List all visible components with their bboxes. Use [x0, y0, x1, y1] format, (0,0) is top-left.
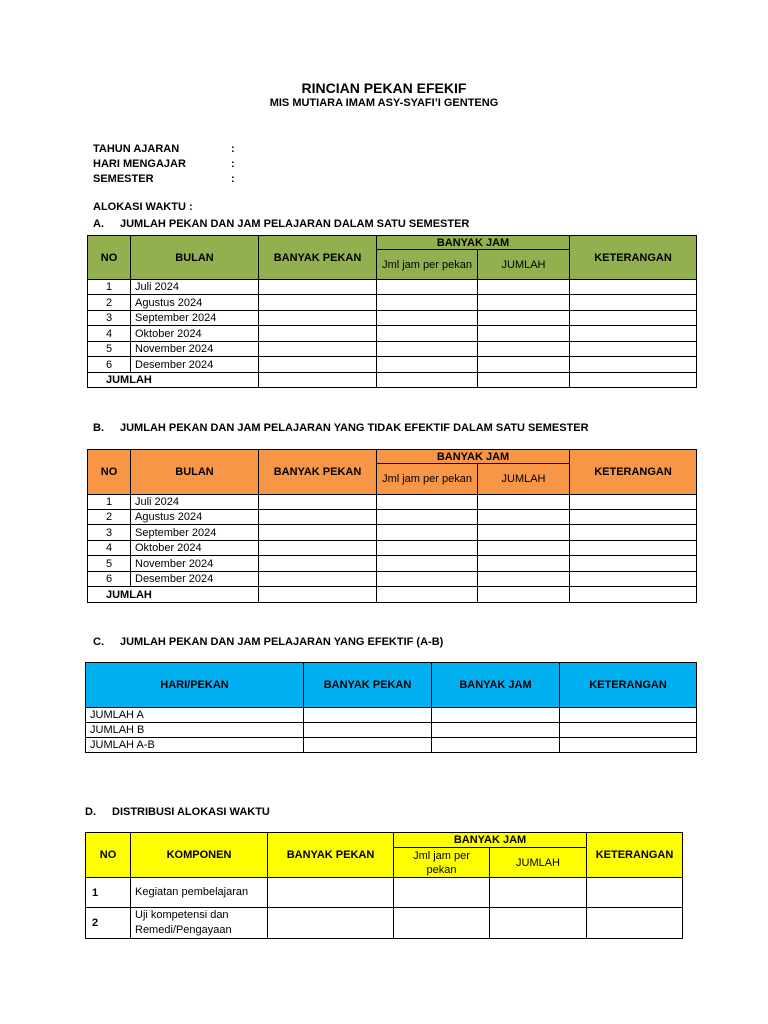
header-keterangan: KETERANGAN	[560, 663, 697, 708]
total-label: JUMLAH	[88, 373, 259, 388]
header-jumlah: JUMLAH	[490, 848, 587, 878]
cell-no: 6	[88, 357, 131, 373]
table-row	[88, 495, 697, 510]
cell-no: 2	[88, 295, 131, 311]
cell-banyak-pekan[interactable]	[304, 738, 432, 753]
table-a	[87, 235, 697, 388]
total-label: JUMLAH	[88, 587, 259, 603]
header-banyak-pekan: BANYAK PEKAN	[304, 663, 432, 708]
cell-jml-jam[interactable]	[377, 295, 478, 311]
header-keterangan: KETERANGAN	[587, 833, 683, 878]
alokasi-waktu-label: ALOKASI WAKTU :	[93, 201, 193, 213]
table-row	[88, 295, 697, 311]
cell-jml-jam[interactable]	[377, 556, 478, 572]
header-keterangan: KETERANGAN	[570, 236, 697, 280]
cell-label: JUMLAH A-B	[86, 738, 304, 753]
cell-banyak-jam[interactable]	[432, 708, 560, 723]
table-row	[86, 738, 697, 753]
section-letter: C.	[93, 636, 104, 648]
table-row	[88, 342, 697, 357]
header-banyak-jam: BANYAK JAM	[377, 236, 570, 250]
info-semester	[93, 173, 235, 185]
cell-keterangan[interactable]	[560, 708, 697, 723]
section-title: JUMLAH PEKAN DAN JAM PELAJARAN YANG EFEKTIF (A-B)	[120, 636, 444, 648]
cell-jml-jam[interactable]	[377, 541, 478, 556]
header-jml-jam-per-pekan: Jml jam per pekan	[377, 464, 478, 495]
header-banyak-jam: BANYAK JAM	[394, 833, 587, 848]
cell-keterangan[interactable]	[570, 357, 697, 373]
cell-keterangan[interactable]	[570, 280, 697, 295]
header-keterangan: KETERANGAN	[570, 450, 697, 495]
cell-banyak-pekan[interactable]	[259, 495, 377, 510]
cell-keterangan[interactable]	[560, 738, 697, 753]
table-row	[86, 708, 697, 723]
cell-bulan: November 2024	[131, 556, 259, 572]
cell-keterangan[interactable]	[570, 342, 697, 357]
cell-bulan: September 2024	[131, 525, 259, 541]
cell-banyak-pekan[interactable]	[259, 572, 377, 587]
header-jml-jam-per-pekan: Jml jam per pekan	[377, 250, 478, 280]
cell-keterangan[interactable]	[587, 908, 683, 939]
cell-banyak-pekan[interactable]	[259, 342, 377, 357]
cell-bulan: Agustus 2024	[131, 295, 259, 311]
section-d-heading	[85, 806, 270, 818]
cell-label: JUMLAH B	[86, 723, 304, 738]
header-jml-jam-per-pekan: Jml jam per pekan	[394, 848, 490, 878]
cell-no: 2	[86, 908, 131, 939]
cell-jml-jam[interactable]	[377, 326, 478, 342]
table-row	[86, 723, 697, 738]
cell-jml-jam[interactable]	[377, 357, 478, 373]
cell-keterangan[interactable]	[570, 587, 697, 603]
table-row	[88, 326, 697, 342]
school-name: MIS MUTIARA IMAM ASY-SYAFI’I GENTENG	[269, 97, 499, 109]
cell-banyak-pekan[interactable]	[259, 295, 377, 311]
cell-banyak-pekan[interactable]	[259, 280, 377, 295]
header-no: NO	[88, 450, 131, 495]
cell-jml-jam[interactable]	[377, 311, 478, 326]
section-a-heading	[93, 218, 469, 230]
cell-jumlah[interactable]	[478, 495, 570, 510]
cell-no: 2	[88, 510, 131, 525]
cell-banyak-pekan[interactable]	[259, 510, 377, 525]
cell-keterangan[interactable]	[587, 878, 683, 908]
cell-banyak-pekan[interactable]	[259, 373, 377, 388]
table-row	[88, 572, 697, 587]
cell-jumlah[interactable]	[478, 525, 570, 541]
cell-jumlah[interactable]	[478, 510, 570, 525]
cell-bulan: September 2024	[131, 311, 259, 326]
cell-jml-jam[interactable]	[394, 878, 490, 908]
total-row	[88, 373, 697, 388]
cell-jml-jam[interactable]	[377, 280, 478, 295]
cell-jml-jam[interactable]	[377, 342, 478, 357]
table-c	[85, 662, 697, 753]
section-title: DISTRIBUSI ALOKASI WAKTU	[112, 806, 270, 818]
cell-banyak-pekan[interactable]	[259, 311, 377, 326]
section-letter: D.	[85, 806, 96, 818]
cell-keterangan[interactable]	[570, 556, 697, 572]
table-row	[88, 541, 697, 556]
header-no: NO	[86, 833, 131, 878]
cell-label: JUMLAH A	[86, 708, 304, 723]
header-banyak-pekan: BANYAK PEKAN	[259, 450, 377, 495]
cell-jumlah[interactable]	[478, 541, 570, 556]
cell-keterangan[interactable]	[570, 541, 697, 556]
section-c-heading	[93, 636, 443, 648]
cell-keterangan[interactable]	[570, 495, 697, 510]
table-row	[86, 908, 683, 939]
cell-keterangan[interactable]	[570, 510, 697, 525]
cell-jml-jam[interactable]	[377, 572, 478, 587]
cell-bulan: Juli 2024	[131, 280, 259, 295]
table-b	[87, 449, 697, 603]
cell-jumlah[interactable]	[478, 556, 570, 572]
header-komponen: KOMPONEN	[131, 833, 268, 878]
table-d	[85, 832, 683, 939]
total-row	[88, 587, 697, 603]
cell-banyak-pekan[interactable]	[268, 908, 394, 939]
header-jumlah: JUMLAH	[478, 250, 570, 280]
cell-no: 1	[86, 878, 131, 908]
cell-komponen: Kegiatan pembelajaran	[131, 878, 268, 908]
cell-banyak-jam[interactable]	[432, 738, 560, 753]
cell-jml-jam[interactable]	[377, 373, 478, 388]
info-hari-mengajar	[93, 158, 235, 170]
header-jumlah: JUMLAH	[478, 464, 570, 495]
cell-banyak-pekan[interactable]	[259, 357, 377, 373]
cell-keterangan[interactable]	[570, 525, 697, 541]
cell-jumlah[interactable]	[478, 357, 570, 373]
info-colon: :	[231, 143, 235, 155]
cell-jumlah[interactable]	[478, 280, 570, 295]
section-letter: B.	[93, 422, 104, 434]
cell-keterangan[interactable]	[570, 572, 697, 587]
table-row	[86, 878, 683, 908]
cell-jumlah[interactable]	[478, 587, 570, 603]
header-no: NO	[88, 236, 131, 280]
cell-jml-jam[interactable]	[377, 525, 478, 541]
cell-jml-jam[interactable]	[377, 587, 478, 603]
cell-no: 3	[88, 525, 131, 541]
cell-bulan: Desember 2024	[131, 572, 259, 587]
cell-jumlah[interactable]	[478, 326, 570, 342]
section-title: JUMLAH PEKAN DAN JAM PELAJARAN DALAM SATU SEMESTER	[120, 218, 470, 230]
header-banyak-jam: BANYAK JAM	[377, 450, 570, 464]
info-colon: :	[231, 158, 235, 170]
cell-jml-jam[interactable]	[377, 495, 478, 510]
info-label: TAHUN AJARAN	[93, 143, 180, 155]
cell-bulan: Desember 2024	[131, 357, 259, 373]
cell-bulan: Oktober 2024	[131, 326, 259, 342]
cell-bulan: Agustus 2024	[131, 510, 259, 525]
cell-banyak-pekan[interactable]	[259, 541, 377, 556]
cell-jumlah[interactable]	[478, 311, 570, 326]
cell-jml-jam[interactable]	[377, 510, 478, 525]
table-row	[88, 556, 697, 572]
cell-no: 4	[88, 326, 131, 342]
cell-banyak-pekan[interactable]	[304, 723, 432, 738]
table-row	[88, 311, 697, 326]
table-row	[88, 280, 697, 295]
info-label: SEMESTER	[93, 173, 154, 185]
cell-jumlah[interactable]	[478, 295, 570, 311]
cell-no: 5	[88, 556, 131, 572]
cell-keterangan[interactable]	[570, 326, 697, 342]
section-b-heading	[93, 422, 589, 434]
cell-no: 6	[88, 572, 131, 587]
cell-no: 4	[88, 541, 131, 556]
cell-banyak-pekan[interactable]	[259, 525, 377, 541]
header-bulan: BULAN	[131, 450, 259, 495]
cell-no: 5	[88, 342, 131, 357]
section-letter: A.	[93, 218, 104, 230]
cell-jumlah[interactable]	[478, 572, 570, 587]
cell-bulan: Oktober 2024	[131, 541, 259, 556]
cell-jumlah[interactable]	[478, 342, 570, 357]
cell-jml-jam[interactable]	[394, 908, 490, 939]
cell-banyak-pekan[interactable]	[259, 587, 377, 603]
cell-keterangan[interactable]	[570, 311, 697, 326]
header-bulan: BULAN	[131, 236, 259, 280]
cell-banyak-pekan[interactable]	[304, 708, 432, 723]
cell-no: 1	[88, 495, 131, 510]
cell-no: 1	[88, 280, 131, 295]
cell-banyak-jam[interactable]	[432, 723, 560, 738]
cell-banyak-pekan[interactable]	[268, 878, 394, 908]
header-banyak-pekan: BANYAK PEKAN	[268, 833, 394, 878]
section-title: JUMLAH PEKAN DAN JAM PELAJARAN YANG TIDAK EFEKTIF DALAM SATU SEMESTER	[120, 422, 589, 434]
cell-jumlah[interactable]	[478, 373, 570, 388]
cell-keterangan[interactable]	[570, 373, 697, 388]
table-row	[88, 525, 697, 541]
info-colon: :	[231, 173, 235, 185]
header-hari-pekan: HARI/PEKAN	[86, 663, 304, 708]
cell-jumlah[interactable]	[490, 908, 587, 939]
info-label: HARI MENGAJAR	[93, 158, 186, 170]
cell-banyak-pekan[interactable]	[259, 556, 377, 572]
cell-keterangan[interactable]	[560, 723, 697, 738]
cell-jumlah[interactable]	[490, 878, 587, 908]
header-banyak-jam: BANYAK JAM	[432, 663, 560, 708]
cell-bulan: Juli 2024	[131, 495, 259, 510]
cell-keterangan[interactable]	[570, 295, 697, 311]
document-title: RINCIAN PEKAN EFEKIF	[301, 80, 467, 96]
table-row	[88, 510, 697, 525]
cell-bulan: November 2024	[131, 342, 259, 357]
table-row	[88, 357, 697, 373]
cell-no: 3	[88, 311, 131, 326]
info-tahun-ajaran	[93, 143, 235, 155]
header-banyak-pekan: BANYAK PEKAN	[259, 236, 377, 280]
cell-komponen: Uji kompetensi dan Remedi/Pengayaan	[131, 908, 268, 939]
cell-banyak-pekan[interactable]	[259, 326, 377, 342]
